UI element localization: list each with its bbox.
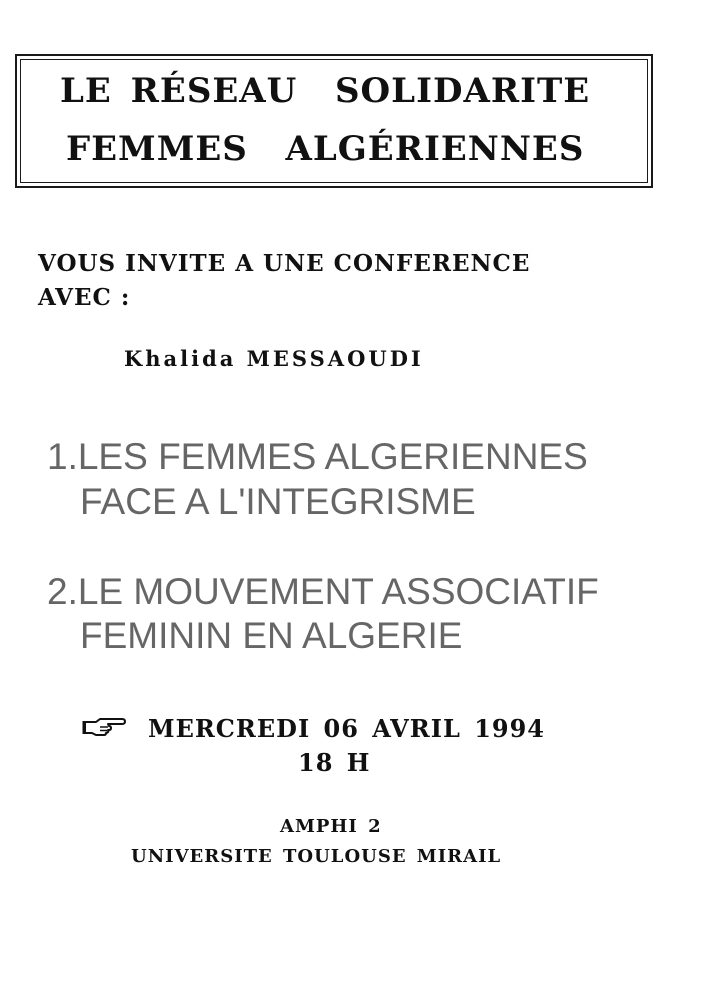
location-venue: UNIVERSITE TOULOUSE MIRAIL — [131, 846, 502, 867]
invitation-line-2: AVEC : — [38, 284, 131, 311]
title-line-2: FEMMES ALGÉRIENNES — [66, 129, 585, 169]
topic-2-line-1: 2.LE MOUVEMENT ASSOCIATIF — [47, 571, 599, 612]
location-room: AMPHI 2 — [280, 816, 382, 837]
title-line-1: LE RÉSEAU SOLIDARITE — [60, 71, 591, 111]
topic-2-line-2: FEMININ EN ALGERIE — [80, 615, 463, 656]
invitation-line-1: VOUS INVITE A UNE CONFERENCE — [38, 250, 531, 277]
event-date: MERCREDI 06 AVRIL 1994 — [148, 714, 545, 743]
topic-1-line-1: 1.LES FEMMES ALGERIENNES — [47, 436, 588, 477]
pointing-hand-icon — [82, 714, 126, 738]
event-time: 18 H — [298, 748, 371, 777]
speaker-name: Khalida MESSAOUDI — [124, 346, 424, 371]
topic-1-line-2: FACE A L'INTEGRISME — [80, 481, 476, 522]
